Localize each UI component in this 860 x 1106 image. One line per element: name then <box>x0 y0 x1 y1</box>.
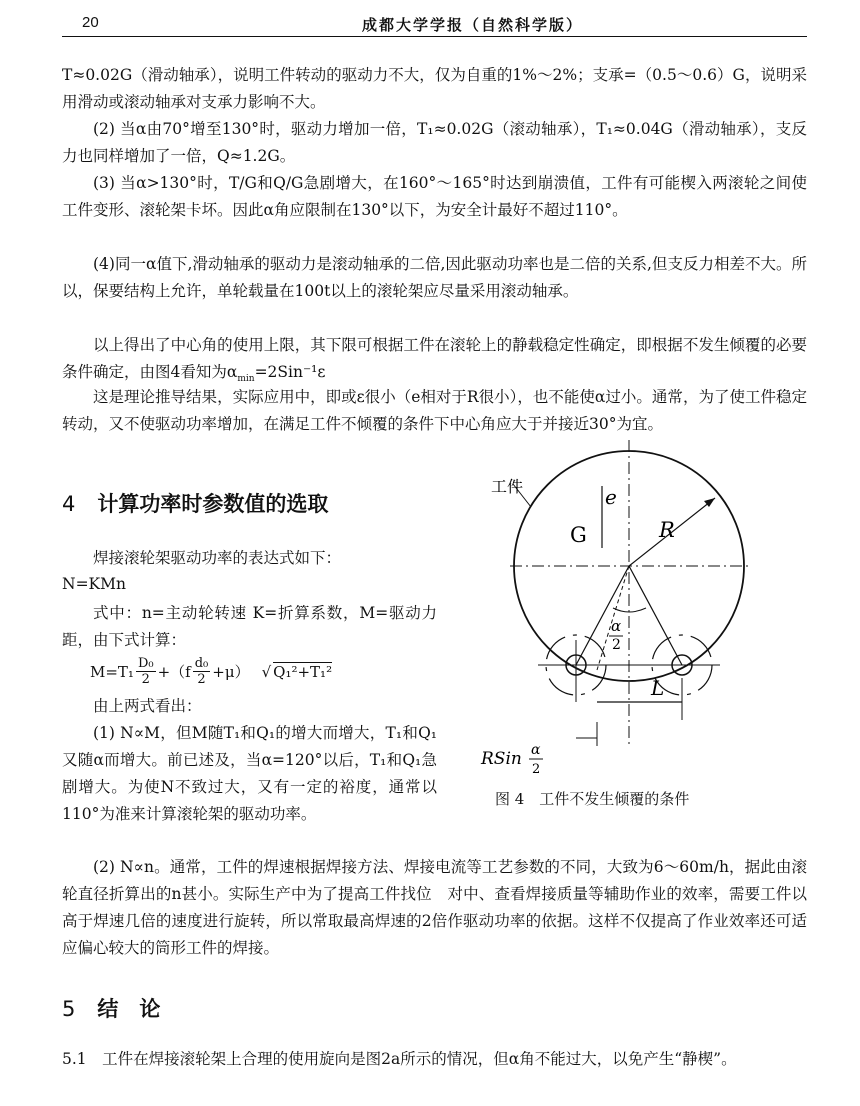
formula-frac2-den: 2 <box>197 672 206 687</box>
formula-sqrt-content: Q₁²+T₁² <box>273 663 333 681</box>
section-4-item-1: (1) N∝M，但M随T₁和Q₁的增大而增大，T₁和Q₁又随α而增大。前已述及，当α=120°以后，T₁和Q₁急剧增大。为使N不致过大，又有一定的裕度，通常以110°为准来计算滚轮架的驱动功率。 <box>62 724 437 823</box>
figure-4-caption: 图 4 工件不发生倾覆的条件 <box>495 790 690 808</box>
formula-moment <box>90 656 332 687</box>
label-rsin: RSin <box>481 749 522 769</box>
page-number: 20 <box>82 14 99 31</box>
section-4-title: 计算功率时参数值的选取 <box>97 492 329 516</box>
formula-plus-f: +（f <box>157 663 191 681</box>
label-rsin-alpha: α <box>531 742 541 758</box>
paragraph-p2: (2) 当α由70°增至130°时，驱动力增加一倍，T₁≈0.02G（滚动轴承），T₁≈0.04G（滑动轴承），支反力也同样增加了一倍，Q≈1.2G。 <box>62 120 807 165</box>
label-workpiece: 工件 <box>491 477 524 496</box>
label-e: e <box>605 485 617 509</box>
paragraph-p5: 以上得出了中心角的使用上限，其下限可根据工件在滚轮上的静载稳定性确定，即根据不发生倾覆的必要条件确定，由图4看知为$\alpha_{min}=2Sin^{-1}\varepsilon$ <box>62 336 807 385</box>
section-5-title: 结 论 <box>97 997 161 1021</box>
figure-4-diagram <box>455 440 815 780</box>
section-4-number: 4 <box>62 492 76 516</box>
formula-frac1-num: D₀ <box>137 656 154 671</box>
label-alpha: α <box>611 617 622 635</box>
formula-fraction-2 <box>193 656 211 687</box>
formula-frac2-num: d₀ <box>194 656 209 671</box>
section-4-item-2: (2) N∝n。通常，工件的焊速根据焊接方法、焊接电流等工艺参数的不同，大致为6～60m/h，据此由滚轮直径折算出的n甚小。实际生产中为了提高工件找位 对中、查看焊接质量等辅助作业的效率，需要工件以高于焊速几倍的速度进行旋转，所以常取最高焊速的2倍作驱动功率的依据。这样不仅提高了作业效率还可适应偏心较大的筒形工件的焊接。 <box>62 858 807 957</box>
section-4-from: 由上两式看出： <box>93 697 202 715</box>
label-G: G <box>570 523 587 547</box>
paragraph-p1: T≈0.02G（滑动轴承），说明工件转动的驱动力不大，仅为自重的1%～2%；支承=（0.5～0.6）G，说明采用滑动或滚动轴承对支承力影响不大。 <box>62 66 807 111</box>
section-5-heading <box>62 993 160 1023</box>
journal-title: 成都大学学报（自然科学版） <box>362 16 584 34</box>
formula-power: N=KMn <box>62 575 126 593</box>
page-header <box>62 8 807 37</box>
label-rsin-two: 2 <box>532 762 541 777</box>
paragraph-p5-formula: =2Sin⁻¹ε <box>254 363 326 381</box>
label-two: 2 <box>612 637 621 653</box>
formula-frac1-den: 2 <box>141 672 150 687</box>
paragraph-p5-text: 以上得出了中心角的使用上限，其下限可根据工件在滚轮上的静载稳定性确定，即根据不发生倾覆的必要条件确定，由图4看知为α <box>62 336 807 381</box>
label-R: R <box>659 518 675 542</box>
formula-fraction-1 <box>136 656 156 687</box>
section-4-where: 式中：n=主动轮转速 K=折算系数，M=驱动力距，由下式计算： <box>62 604 437 649</box>
section-4-heading <box>62 488 328 518</box>
section-5-item-1: 5.1 工件在焊接滚轮架上合理的使用旋向是图2a所示的情况，但α角不能过大，以免产生“静楔”。 <box>62 1050 737 1068</box>
formula-mu: +μ） <box>212 663 250 681</box>
paragraph-p4: (4)同一α值下,滑动轴承的驱动力是滚动轴承的二倍,因此驱动功率也是二倍的关系,但支反力相差不大。所以，保要结构上允许，单轮载量在100t以上的滚轮架应尽量采用滚动轴承。 <box>62 255 807 300</box>
label-L: L <box>651 676 665 700</box>
section-5-number: 5 <box>62 997 76 1021</box>
formula-lhs: M=T₁ <box>90 662 134 681</box>
paragraph-p6: 这是理论推导结果，实际应用中，即或ε很小（e相对于R很小），也不能使α过小。通常，为了使工件稳定转动，又不使驱动功率增加，在满足工件不倾覆的条件下中心角应大于并接近30°为宜。 <box>62 388 807 433</box>
paragraph-p3: (3) 当α>130°时，T/G和Q/G急剧增大，在160°～165°时达到崩溃值，工件有可能楔入两滚轮之间使工件变形、滚轮架卡坏。因此α角应限制在130°以下，为安全计最好不超过110°。 <box>62 174 807 219</box>
section-4-intro: 焊接滚轮架驱动功率的表达式如下： <box>93 549 342 567</box>
sqrt-icon: √ <box>261 662 272 681</box>
